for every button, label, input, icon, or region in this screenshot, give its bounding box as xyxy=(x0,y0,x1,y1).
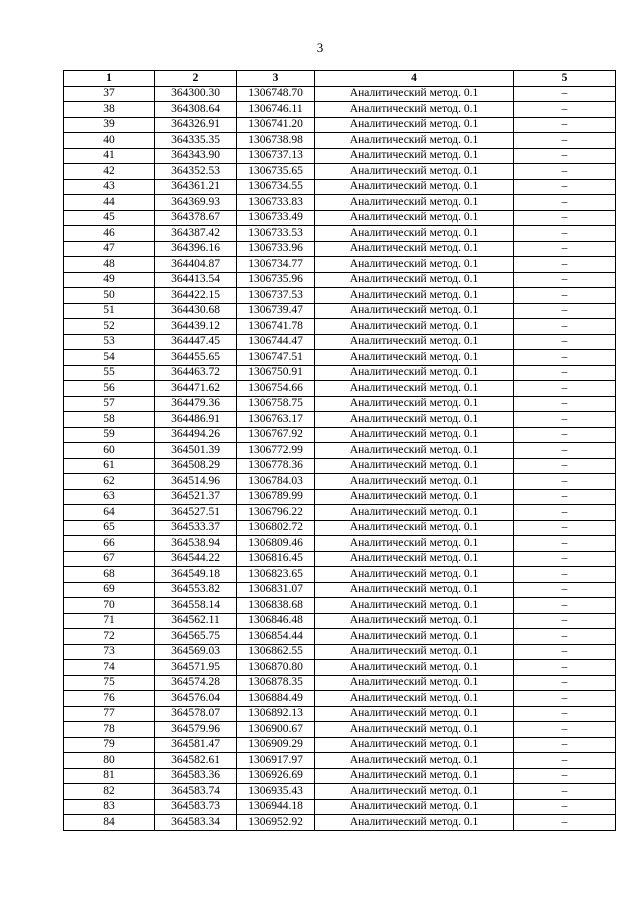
point-number-cell: 79 xyxy=(64,737,155,753)
note-cell: – xyxy=(514,117,616,133)
x-coordinate-cell: 364404.87 xyxy=(155,257,237,273)
note-cell: – xyxy=(514,319,616,335)
table-row xyxy=(64,815,616,831)
method-cell: Аналитический метод. 0.1 xyxy=(315,350,514,366)
point-number-cell: 46 xyxy=(64,226,155,242)
column-header: 5 xyxy=(514,71,616,87)
point-number-cell: 50 xyxy=(64,288,155,304)
y-coordinate-cell: 1306733.83 xyxy=(237,195,315,211)
method-cell: Аналитический метод. 0.1 xyxy=(315,489,514,505)
y-coordinate-cell: 1306744.47 xyxy=(237,334,315,350)
point-number-cell: 63 xyxy=(64,489,155,505)
method-cell: Аналитический метод. 0.1 xyxy=(315,613,514,629)
x-coordinate-cell: 364533.37 xyxy=(155,520,237,536)
note-cell: – xyxy=(514,551,616,567)
point-number-cell: 61 xyxy=(64,458,155,474)
table-row xyxy=(64,691,616,707)
y-coordinate-cell: 1306737.13 xyxy=(237,148,315,164)
method-cell: Аналитический метод. 0.1 xyxy=(315,784,514,800)
x-coordinate-cell: 364549.18 xyxy=(155,567,237,583)
y-coordinate-cell: 1306733.96 xyxy=(237,241,315,257)
table-row xyxy=(64,520,616,536)
note-cell: – xyxy=(514,613,616,629)
x-coordinate-cell: 364335.35 xyxy=(155,133,237,149)
point-number-cell: 56 xyxy=(64,381,155,397)
note-cell: – xyxy=(514,303,616,319)
method-cell: Аналитический метод. 0.1 xyxy=(315,598,514,614)
note-cell: – xyxy=(514,474,616,490)
x-coordinate-cell: 364574.28 xyxy=(155,675,237,691)
note-cell: – xyxy=(514,660,616,676)
page-number: 3 xyxy=(316,40,324,55)
y-coordinate-cell: 1306733.49 xyxy=(237,210,315,226)
x-coordinate-cell: 364553.82 xyxy=(155,582,237,598)
table-row xyxy=(64,598,616,614)
x-coordinate-cell: 364578.07 xyxy=(155,706,237,722)
x-coordinate-cell: 364562.11 xyxy=(155,613,237,629)
y-coordinate-cell: 1306739.47 xyxy=(237,303,315,319)
note-cell: – xyxy=(514,272,616,288)
point-number-cell: 73 xyxy=(64,644,155,660)
x-coordinate-cell: 364576.04 xyxy=(155,691,237,707)
table-row xyxy=(64,629,616,645)
x-coordinate-cell: 364581.47 xyxy=(155,737,237,753)
y-coordinate-cell: 1306796.22 xyxy=(237,505,315,521)
table-row xyxy=(64,505,616,521)
y-coordinate-cell: 1306870.80 xyxy=(237,660,315,676)
note-cell: – xyxy=(514,753,616,769)
point-number-cell: 70 xyxy=(64,598,155,614)
table-row xyxy=(64,582,616,598)
point-number-cell: 78 xyxy=(64,722,155,738)
y-coordinate-cell: 1306846.48 xyxy=(237,613,315,629)
x-coordinate-cell: 364565.75 xyxy=(155,629,237,645)
table-row xyxy=(64,784,616,800)
note-cell: – xyxy=(514,815,616,831)
y-coordinate-cell: 1306878.35 xyxy=(237,675,315,691)
x-coordinate-cell: 364538.94 xyxy=(155,536,237,552)
point-number-cell: 40 xyxy=(64,133,155,149)
point-number-cell: 71 xyxy=(64,613,155,629)
x-coordinate-cell: 364455.65 xyxy=(155,350,237,366)
note-cell: – xyxy=(514,629,616,645)
method-cell: Аналитический метод. 0.1 xyxy=(315,443,514,459)
x-coordinate-cell: 364582.61 xyxy=(155,753,237,769)
coordinates-table xyxy=(63,70,616,831)
note-cell: – xyxy=(514,536,616,552)
method-cell: Аналитический метод. 0.1 xyxy=(315,226,514,242)
note-cell: – xyxy=(514,164,616,180)
x-coordinate-cell: 364463.72 xyxy=(155,365,237,381)
y-coordinate-cell: 1306926.69 xyxy=(237,768,315,784)
note-cell: – xyxy=(514,427,616,443)
y-coordinate-cell: 1306900.67 xyxy=(237,722,315,738)
y-coordinate-cell: 1306748.70 xyxy=(237,86,315,102)
method-cell: Аналитический метод. 0.1 xyxy=(315,86,514,102)
point-number-cell: 76 xyxy=(64,691,155,707)
y-coordinate-cell: 1306909.29 xyxy=(237,737,315,753)
table-row xyxy=(64,567,616,583)
note-cell: – xyxy=(514,412,616,428)
y-coordinate-cell: 1306831.07 xyxy=(237,582,315,598)
note-cell: – xyxy=(514,179,616,195)
x-coordinate-cell: 364521.37 xyxy=(155,489,237,505)
method-cell: Аналитический метод. 0.1 xyxy=(315,520,514,536)
y-coordinate-cell: 1306884.49 xyxy=(237,691,315,707)
x-coordinate-cell: 364544.22 xyxy=(155,551,237,567)
x-coordinate-cell: 364583.74 xyxy=(155,784,237,800)
y-coordinate-cell: 1306758.75 xyxy=(237,396,315,412)
method-cell: Аналитический метод. 0.1 xyxy=(315,381,514,397)
point-number-cell: 64 xyxy=(64,505,155,521)
point-number-cell: 59 xyxy=(64,427,155,443)
x-coordinate-cell: 364583.34 xyxy=(155,815,237,831)
note-cell: – xyxy=(514,768,616,784)
x-coordinate-cell: 364571.95 xyxy=(155,660,237,676)
y-coordinate-cell: 1306802.72 xyxy=(237,520,315,536)
note-cell: – xyxy=(514,722,616,738)
x-coordinate-cell: 364486.91 xyxy=(155,412,237,428)
point-number-cell: 84 xyxy=(64,815,155,831)
y-coordinate-cell: 1306735.96 xyxy=(237,272,315,288)
table-header xyxy=(64,71,616,87)
table-row xyxy=(64,536,616,552)
point-number-cell: 68 xyxy=(64,567,155,583)
note-cell: – xyxy=(514,195,616,211)
y-coordinate-cell: 1306772.99 xyxy=(237,443,315,459)
column-header: 2 xyxy=(155,71,237,87)
point-number-cell: 74 xyxy=(64,660,155,676)
x-coordinate-cell: 364387.42 xyxy=(155,226,237,242)
y-coordinate-cell: 1306862.55 xyxy=(237,644,315,660)
note-cell: – xyxy=(514,241,616,257)
method-cell: Аналитический метод. 0.1 xyxy=(315,102,514,118)
point-number-cell: 41 xyxy=(64,148,155,164)
note-cell: – xyxy=(514,520,616,536)
x-coordinate-cell: 364308.64 xyxy=(155,102,237,118)
y-coordinate-cell: 1306737.53 xyxy=(237,288,315,304)
table-row xyxy=(64,350,616,366)
table-row xyxy=(64,706,616,722)
method-cell: Аналитический метод. 0.1 xyxy=(315,164,514,180)
table-row xyxy=(64,334,616,350)
y-coordinate-cell: 1306734.77 xyxy=(237,257,315,273)
method-cell: Аналитический метод. 0.1 xyxy=(315,458,514,474)
x-coordinate-cell: 364396.16 xyxy=(155,241,237,257)
method-cell: Аналитический метод. 0.1 xyxy=(315,241,514,257)
method-cell: Аналитический метод. 0.1 xyxy=(315,691,514,707)
note-cell: – xyxy=(514,443,616,459)
table-row xyxy=(64,86,616,102)
point-number-cell: 57 xyxy=(64,396,155,412)
y-coordinate-cell: 1306789.99 xyxy=(237,489,315,505)
note-cell: – xyxy=(514,396,616,412)
point-number-cell: 44 xyxy=(64,195,155,211)
y-coordinate-cell: 1306778.36 xyxy=(237,458,315,474)
y-coordinate-cell: 1306733.53 xyxy=(237,226,315,242)
point-number-cell: 53 xyxy=(64,334,155,350)
y-coordinate-cell: 1306809.46 xyxy=(237,536,315,552)
note-cell: – xyxy=(514,458,616,474)
point-number-cell: 77 xyxy=(64,706,155,722)
table-row xyxy=(64,737,616,753)
method-cell: Аналитический метод. 0.1 xyxy=(315,257,514,273)
note-cell: – xyxy=(514,350,616,366)
note-cell: – xyxy=(514,489,616,505)
table-row xyxy=(64,753,616,769)
note-cell: – xyxy=(514,226,616,242)
table-row xyxy=(64,722,616,738)
note-cell: – xyxy=(514,288,616,304)
table-row xyxy=(64,660,616,676)
point-number-cell: 54 xyxy=(64,350,155,366)
note-cell: – xyxy=(514,691,616,707)
method-cell: Аналитический метод. 0.1 xyxy=(315,148,514,164)
method-cell: Аналитический метод. 0.1 xyxy=(315,768,514,784)
point-number-cell: 62 xyxy=(64,474,155,490)
method-cell: Аналитический метод. 0.1 xyxy=(315,117,514,133)
point-number-cell: 51 xyxy=(64,303,155,319)
x-coordinate-cell: 364326.91 xyxy=(155,117,237,133)
x-coordinate-cell: 364514.96 xyxy=(155,474,237,490)
method-cell: Аналитический метод. 0.1 xyxy=(315,644,514,660)
method-cell: Аналитический метод. 0.1 xyxy=(315,815,514,831)
note-cell: – xyxy=(514,148,616,164)
x-coordinate-cell: 364558.14 xyxy=(155,598,237,614)
table-row xyxy=(64,768,616,784)
table-row xyxy=(64,381,616,397)
table-row xyxy=(64,458,616,474)
table-row xyxy=(64,551,616,567)
point-number-cell: 67 xyxy=(64,551,155,567)
table-row xyxy=(64,210,616,226)
y-coordinate-cell: 1306734.55 xyxy=(237,179,315,195)
table-row xyxy=(64,148,616,164)
y-coordinate-cell: 1306735.65 xyxy=(237,164,315,180)
table-row xyxy=(64,365,616,381)
point-number-cell: 66 xyxy=(64,536,155,552)
y-coordinate-cell: 1306767.92 xyxy=(237,427,315,443)
x-coordinate-cell: 364583.73 xyxy=(155,799,237,815)
x-coordinate-cell: 364439.12 xyxy=(155,319,237,335)
x-coordinate-cell: 364430.68 xyxy=(155,303,237,319)
y-coordinate-cell: 1306747.51 xyxy=(237,350,315,366)
point-number-cell: 43 xyxy=(64,179,155,195)
x-coordinate-cell: 364583.36 xyxy=(155,768,237,784)
note-cell: – xyxy=(514,799,616,815)
point-number-cell: 83 xyxy=(64,799,155,815)
point-number-cell: 52 xyxy=(64,319,155,335)
y-coordinate-cell: 1306823.65 xyxy=(237,567,315,583)
y-coordinate-cell: 1306738.98 xyxy=(237,133,315,149)
point-number-cell: 45 xyxy=(64,210,155,226)
y-coordinate-cell: 1306892.13 xyxy=(237,706,315,722)
method-cell: Аналитический метод. 0.1 xyxy=(315,195,514,211)
method-cell: Аналитический метод. 0.1 xyxy=(315,660,514,676)
method-cell: Аналитический метод. 0.1 xyxy=(315,505,514,521)
table-row xyxy=(64,489,616,505)
table-row xyxy=(64,117,616,133)
note-cell: – xyxy=(514,706,616,722)
x-coordinate-cell: 364527.51 xyxy=(155,505,237,521)
method-cell: Аналитический метод. 0.1 xyxy=(315,582,514,598)
table-row xyxy=(64,102,616,118)
y-coordinate-cell: 1306838.68 xyxy=(237,598,315,614)
table-row xyxy=(64,179,616,195)
note-cell: – xyxy=(514,102,616,118)
point-number-cell: 82 xyxy=(64,784,155,800)
table-row xyxy=(64,644,616,660)
x-coordinate-cell: 364422.15 xyxy=(155,288,237,304)
table-row xyxy=(64,195,616,211)
note-cell: – xyxy=(514,598,616,614)
note-cell: – xyxy=(514,567,616,583)
point-number-cell: 37 xyxy=(64,86,155,102)
method-cell: Аналитический метод. 0.1 xyxy=(315,567,514,583)
note-cell: – xyxy=(514,582,616,598)
x-coordinate-cell: 364369.93 xyxy=(155,195,237,211)
y-coordinate-cell: 1306763.17 xyxy=(237,412,315,428)
table-row xyxy=(64,272,616,288)
y-coordinate-cell: 1306754.66 xyxy=(237,381,315,397)
y-coordinate-cell: 1306935.43 xyxy=(237,784,315,800)
note-cell: – xyxy=(514,133,616,149)
method-cell: Аналитический метод. 0.1 xyxy=(315,799,514,815)
method-cell: Аналитический метод. 0.1 xyxy=(315,536,514,552)
y-coordinate-cell: 1306741.20 xyxy=(237,117,315,133)
table-row xyxy=(64,288,616,304)
method-cell: Аналитический метод. 0.1 xyxy=(315,722,514,738)
x-coordinate-cell: 364494.26 xyxy=(155,427,237,443)
y-coordinate-cell: 1306917.97 xyxy=(237,753,315,769)
note-cell: – xyxy=(514,644,616,660)
note-cell: – xyxy=(514,334,616,350)
method-cell: Аналитический метод. 0.1 xyxy=(315,396,514,412)
point-number-cell: 65 xyxy=(64,520,155,536)
table-row xyxy=(64,799,616,815)
x-coordinate-cell: 364361.21 xyxy=(155,179,237,195)
method-cell: Аналитический метод. 0.1 xyxy=(315,288,514,304)
y-coordinate-cell: 1306854.44 xyxy=(237,629,315,645)
x-coordinate-cell: 364413.54 xyxy=(155,272,237,288)
point-number-cell: 42 xyxy=(64,164,155,180)
x-coordinate-cell: 364343.90 xyxy=(155,148,237,164)
column-header: 3 xyxy=(237,71,315,87)
point-number-cell: 49 xyxy=(64,272,155,288)
x-coordinate-cell: 364378.67 xyxy=(155,210,237,226)
x-coordinate-cell: 364447.45 xyxy=(155,334,237,350)
x-coordinate-cell: 364579.96 xyxy=(155,722,237,738)
y-coordinate-cell: 1306741.78 xyxy=(237,319,315,335)
point-number-cell: 47 xyxy=(64,241,155,257)
method-cell: Аналитический метод. 0.1 xyxy=(315,412,514,428)
table-row xyxy=(64,303,616,319)
table-row xyxy=(64,226,616,242)
method-cell: Аналитический метод. 0.1 xyxy=(315,303,514,319)
table-body xyxy=(64,86,616,830)
note-cell: – xyxy=(514,675,616,691)
note-cell: – xyxy=(514,257,616,273)
y-coordinate-cell: 1306784.03 xyxy=(237,474,315,490)
table-row xyxy=(64,474,616,490)
table-row xyxy=(64,443,616,459)
table-row xyxy=(64,675,616,691)
header-row xyxy=(64,71,616,87)
table-row xyxy=(64,241,616,257)
method-cell: Аналитический метод. 0.1 xyxy=(315,629,514,645)
note-cell: – xyxy=(514,365,616,381)
method-cell: Аналитический метод. 0.1 xyxy=(315,133,514,149)
point-number-cell: 38 xyxy=(64,102,155,118)
method-cell: Аналитический метод. 0.1 xyxy=(315,334,514,350)
method-cell: Аналитический метод. 0.1 xyxy=(315,272,514,288)
table-row xyxy=(64,613,616,629)
point-number-cell: 81 xyxy=(64,768,155,784)
y-coordinate-cell: 1306750.91 xyxy=(237,365,315,381)
x-coordinate-cell: 364479.36 xyxy=(155,396,237,412)
note-cell: – xyxy=(514,210,616,226)
x-coordinate-cell: 364508.29 xyxy=(155,458,237,474)
x-coordinate-cell: 364501.39 xyxy=(155,443,237,459)
table-row xyxy=(64,427,616,443)
x-coordinate-cell: 364471.62 xyxy=(155,381,237,397)
point-number-cell: 80 xyxy=(64,753,155,769)
table-row xyxy=(64,396,616,412)
point-number-cell: 75 xyxy=(64,675,155,691)
x-coordinate-cell: 364300.30 xyxy=(155,86,237,102)
column-header: 1 xyxy=(64,71,155,87)
table-row xyxy=(64,133,616,149)
method-cell: Аналитический метод. 0.1 xyxy=(315,551,514,567)
method-cell: Аналитический метод. 0.1 xyxy=(315,210,514,226)
table-row xyxy=(64,257,616,273)
method-cell: Аналитический метод. 0.1 xyxy=(315,675,514,691)
note-cell: – xyxy=(514,784,616,800)
method-cell: Аналитический метод. 0.1 xyxy=(315,753,514,769)
method-cell: Аналитический метод. 0.1 xyxy=(315,737,514,753)
note-cell: – xyxy=(514,505,616,521)
method-cell: Аналитический метод. 0.1 xyxy=(315,319,514,335)
point-number-cell: 69 xyxy=(64,582,155,598)
note-cell: – xyxy=(514,381,616,397)
note-cell: – xyxy=(514,737,616,753)
method-cell: Аналитический метод. 0.1 xyxy=(315,365,514,381)
method-cell: Аналитический метод. 0.1 xyxy=(315,474,514,490)
point-number-cell: 60 xyxy=(64,443,155,459)
y-coordinate-cell: 1306746.11 xyxy=(237,102,315,118)
y-coordinate-cell: 1306944.18 xyxy=(237,799,315,815)
table-row xyxy=(64,164,616,180)
table-row xyxy=(64,319,616,335)
point-number-cell: 72 xyxy=(64,629,155,645)
x-coordinate-cell: 364352.53 xyxy=(155,164,237,180)
column-header: 4 xyxy=(315,71,514,87)
point-number-cell: 39 xyxy=(64,117,155,133)
table-row xyxy=(64,412,616,428)
method-cell: Аналитический метод. 0.1 xyxy=(315,706,514,722)
x-coordinate-cell: 364569.03 xyxy=(155,644,237,660)
method-cell: Аналитический метод. 0.1 xyxy=(315,427,514,443)
point-number-cell: 58 xyxy=(64,412,155,428)
method-cell: Аналитический метод. 0.1 xyxy=(315,179,514,195)
point-number-cell: 55 xyxy=(64,365,155,381)
y-coordinate-cell: 1306952.92 xyxy=(237,815,315,831)
y-coordinate-cell: 1306816.45 xyxy=(237,551,315,567)
note-cell: – xyxy=(514,86,616,102)
point-number-cell: 48 xyxy=(64,257,155,273)
